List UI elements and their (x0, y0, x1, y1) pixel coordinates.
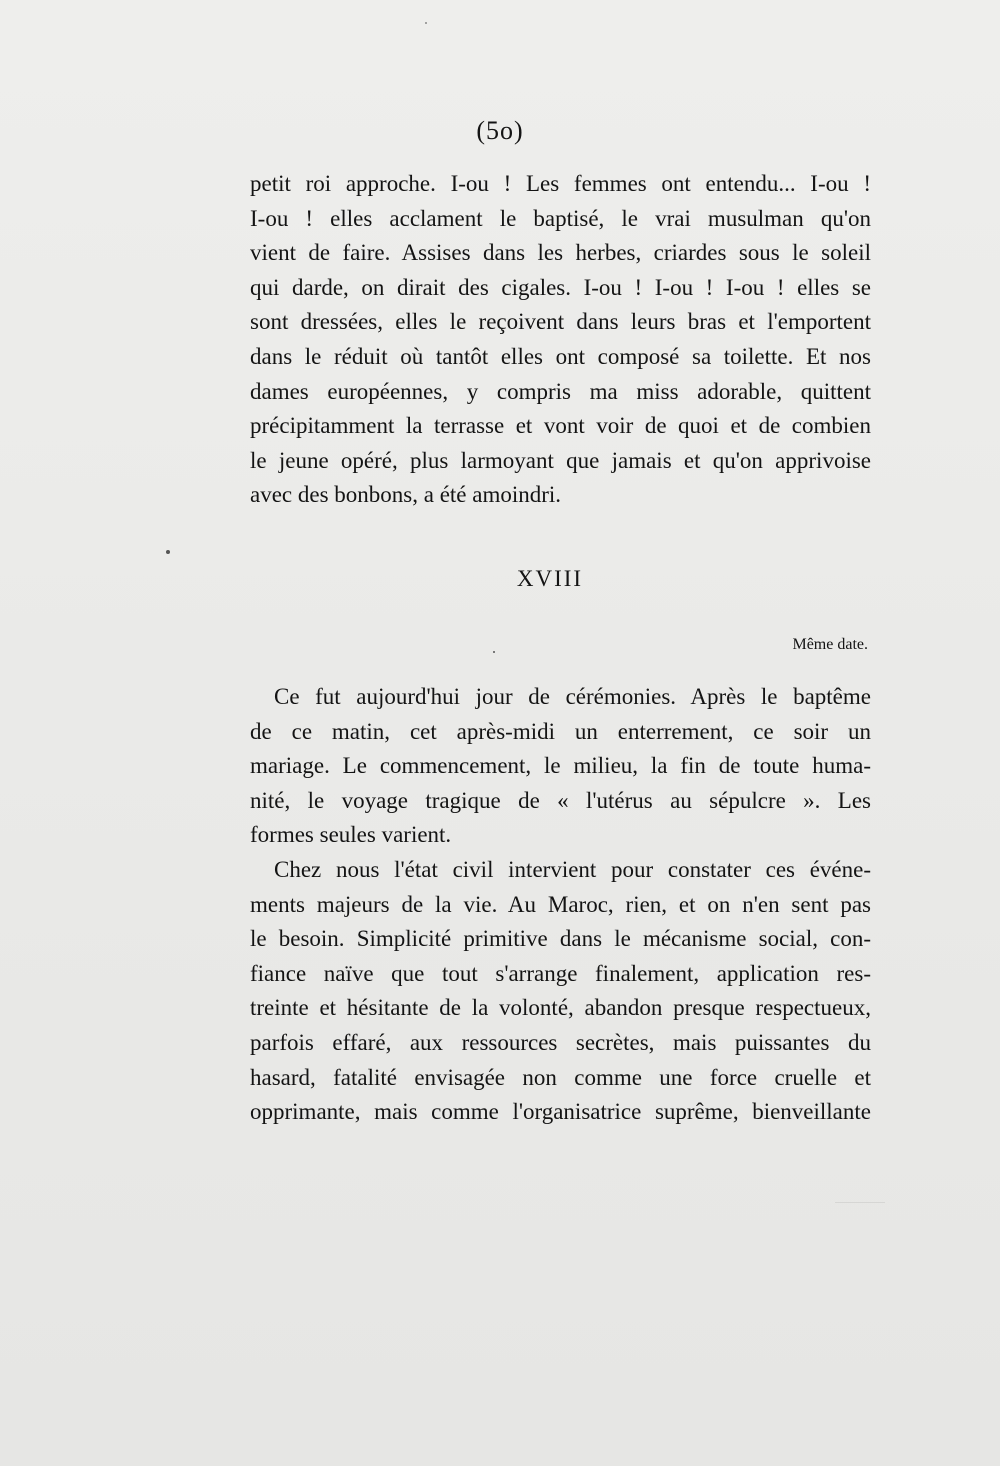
paragraph-etat-civil (250, 853, 871, 1130)
text-line: avec des bonbons, a été amoindri. (250, 482, 562, 508)
text-line: hasard, fatalité envisagée non comme une force cruelle et (250, 1064, 871, 1090)
ink-speck (493, 651, 495, 653)
text-line: parfois effaré, aux ressources secrètes, mais puissantes du (250, 1029, 871, 1055)
text-line: le besoin. Simplicité primitive dans le mécanisme social, con- (250, 926, 871, 952)
text-line: qui darde, on dirait des cigales. I-ou ! I-ou ! I-ou ! elles se (250, 274, 871, 300)
paragraph-ceremonies (250, 680, 871, 853)
text-line: le jeune opéré, plus larmoyant que jamais et qu'on apprivoise (250, 447, 871, 473)
text-line: treinte et hésitante de la volonté, abandon presque respectueux, (250, 995, 871, 1021)
section-heading: XVIII (516, 566, 584, 591)
faint-rule (835, 1202, 885, 1203)
text-line: fiance naïve que tout s'arrange finalement, application res- (250, 960, 871, 986)
text-line: de ce matin, cet après-midi un enterrement, ce soir un (250, 718, 871, 744)
text-line: nité, le voyage tragique de « l'utérus au sépulcre ». Les (250, 787, 871, 813)
paragraph-continued (250, 167, 871, 513)
text-line: mariage. Le commencement, le milieu, la fin de toute huma- (250, 753, 871, 779)
ink-speck (166, 550, 170, 554)
text-line: dames européennes, y compris ma miss adorable, quittent (250, 378, 871, 404)
text-line: vient de faire. Assises dans les herbes, criardes sous le soleil (250, 240, 871, 266)
text-line: opprimante, mais comme l'organisatrice suprême, bienveillante (250, 1099, 871, 1125)
text-line: dans le réduit où tantôt elles ont composé sa toilette. Et nos (250, 343, 871, 369)
text-line: précipitamment la terrasse et vont voir de quoi et de combien (250, 413, 871, 439)
text-line: ments majeurs de la vie. Au Maroc, rien, et on n'en sent pas (250, 891, 871, 917)
text-line: sont dressées, elles le reçoivent dans leurs bras et l'emportent (250, 309, 871, 335)
text-line: Ce fut aujourd'hui jour de cérémonies. Après le baptême (274, 684, 871, 709)
text-line: petit roi approche. I-ou ! Les femmes ont entendu... I-ou ! (250, 171, 871, 196)
section-dateline: Même date. (792, 636, 868, 653)
text-line: Chez nous l'état civil intervient pour constater ces événe- (274, 857, 871, 882)
text-line: I-ou ! elles acclament le baptisé, le vrai musulman qu'on (250, 205, 871, 231)
text-line: formes seules varient. (250, 822, 452, 848)
page-number: (5o) (476, 116, 524, 145)
ink-speck (425, 22, 427, 24)
